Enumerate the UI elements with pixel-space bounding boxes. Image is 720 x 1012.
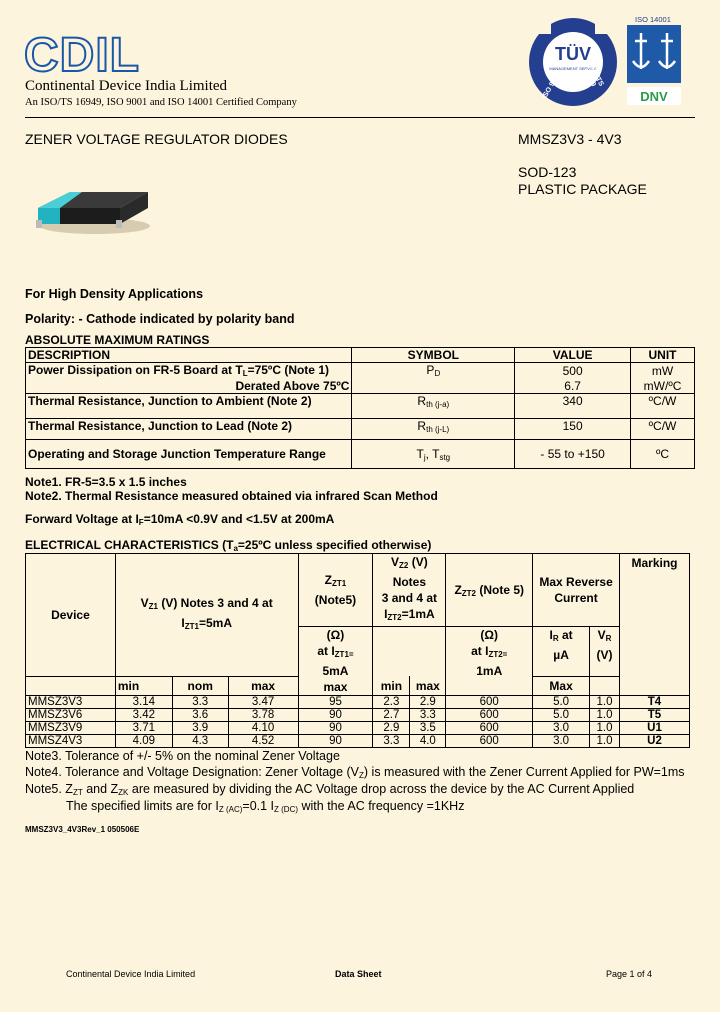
cell-zzt1-value: 90: [298, 735, 373, 748]
row-value: 150: [515, 419, 631, 440]
cell-ir-value: 5.0: [533, 709, 590, 722]
cell-ir-value: 3.0: [533, 722, 590, 735]
cell-vz2-max: 3.5: [410, 722, 446, 735]
tuv-sub-label: MANAGEMENT SERVICE: [549, 66, 597, 71]
cell-marking: U1: [620, 722, 690, 735]
row-symbol: $R_{th (j-a)}$: [352, 394, 515, 419]
forward-voltage: Forward Voltage at $I_F=10mA <0.9V$ and <1.5V at 200mA: [25, 512, 335, 527]
table-row: [26, 696, 690, 709]
abs-max-header-row: [26, 348, 695, 363]
table-row: [26, 419, 695, 440]
note-1: Note1. FR-5=3.5 x 1.5 inches: [25, 475, 187, 489]
vr-unit: $V_R$ (V): [590, 627, 620, 677]
application-statement: For High Density Applications: [25, 287, 204, 301]
vz2-min: min: [373, 676, 410, 695]
table-row: [26, 440, 695, 469]
cell-vz1-nom: 3.3: [172, 696, 228, 709]
cell-zzt2-value: 600: [446, 709, 533, 722]
row-symbol: $R_{th (j-L)}$: [352, 419, 515, 440]
cell-vz2-min: 2.9: [373, 722, 410, 735]
tuv-certification-badge: [527, 16, 619, 108]
table-row: [26, 722, 690, 735]
cell-vr-value: 1.0: [590, 722, 620, 735]
zzt2-unit: (Ω) at $I_{ZT2=}$ 1mA: [446, 627, 533, 696]
table-row: [26, 394, 695, 419]
cell-ir-value: 5.0: [533, 696, 590, 709]
row-description: Operating and Storage Junction Temperature Range: [26, 440, 352, 469]
row-unit: ºC: [631, 440, 695, 469]
cell-vz1-min: 3.42: [115, 709, 172, 722]
dnv-certification-badge: [627, 15, 681, 105]
vz2-max: max: [410, 676, 446, 695]
document-title: ZENER VOLTAGE REGULATOR DIODES: [25, 131, 288, 147]
col-zzt2: $Z_{ZT2}$ (Note 5): [446, 554, 533, 627]
cell-zzt1-value: 90: [298, 722, 373, 735]
cell-vz2-max: 2.9: [410, 696, 446, 709]
vz1-min: min: [115, 676, 172, 695]
col-vz1: $V_{Z1}$ (V) Notes 3 and 4 at $I_{ZT1}=5mA$: [115, 554, 298, 677]
row-value: 500: [515, 363, 631, 379]
polarity-statement: Polarity: - Cathode indicated by polarity band: [25, 312, 295, 326]
row-value: - 55 to +150: [515, 440, 631, 469]
table-row: [26, 363, 695, 379]
col-reverse-current: Max Reverse Current: [533, 554, 620, 627]
col-description: DESCRIPTION: [26, 348, 352, 363]
cell-vz1-max: 3.78: [228, 709, 298, 722]
note-2: Note2. Thermal Resistance measured obtained via infrared Scan Method: [25, 489, 438, 503]
vz1-max: max: [228, 676, 298, 695]
row-unit: mW: [631, 363, 695, 379]
cell-vz1-nom: 3.6: [172, 709, 228, 722]
package-type: SOD-123: [518, 164, 577, 180]
note-5: Note5. $Z_{ZT}$ and $Z_{ZK}$ are measured by dividing the AC Voltage drop across the device by the AC Current Applied: [25, 782, 635, 797]
sod123-package-image: [30, 178, 155, 240]
cell-vr-value: 1.0: [590, 709, 620, 722]
tuv-label: TÜV: [555, 44, 591, 64]
table-row: [26, 735, 690, 748]
electrical-header-row: [26, 554, 690, 627]
col-marking: Marking: [620, 554, 690, 696]
zzt1-unit: (Ω) at $I_{ZT1=}$ 5mA max: [298, 627, 373, 696]
electrical-title: ELECTRICAL CHARACTERISTICS ($T_a=25ºC$ unless specified otherwise): [25, 538, 432, 553]
col-zzt1: $Z_{ZT1}$ (Note5): [298, 554, 373, 627]
ir-unit: $I_R$ at µA: [533, 627, 590, 677]
row-description: Thermal Resistance, Junction to Lead (Note 2): [26, 419, 352, 440]
cell-zzt2-value: 600: [446, 722, 533, 735]
row-unit: ºC/W: [631, 394, 695, 419]
electrical-rows: [26, 696, 690, 748]
cell-vr-value: 1.0: [590, 696, 620, 709]
row-description: Power Dissipation on FR-5 Board at $T_L=75ºC$ (Note 1): [26, 363, 352, 379]
note-3: Note3. Tolerance of +/- 5% on the nominal Zener Voltage: [25, 749, 340, 763]
cell-vz2-min: 3.3: [373, 735, 410, 748]
vr-sub-blank: [590, 676, 620, 695]
cell-zzt2-value: 600: [446, 735, 533, 748]
abs-max-table: [25, 347, 695, 469]
col-value: VALUE: [515, 348, 631, 363]
cell-vz1-nom: 3.9: [172, 722, 228, 735]
iso9001-label: ISO 9001: [541, 70, 563, 101]
vz2-unit-blank: [373, 627, 446, 677]
cell-vz1-min: 4.09: [115, 735, 172, 748]
cell-ir-value: 3.0: [533, 735, 590, 748]
cell-device: MMSZ3V9: [26, 722, 116, 735]
col-unit: UNIT: [631, 348, 695, 363]
header-divider: [25, 117, 695, 118]
row-symbol: $T_j$, $T_{stg}$: [352, 440, 515, 469]
company-logo: CDIL: [24, 29, 140, 82]
ir-max: Max: [533, 676, 590, 695]
cell-device: MMSZ4V3: [26, 735, 116, 748]
row-symbol: $P_D$: [352, 363, 515, 394]
dnv-label: DNV: [640, 89, 668, 104]
cell-vr-value: 1.0: [590, 735, 620, 748]
cell-vz1-max: 4.52: [228, 735, 298, 748]
cell-device: MMSZ3V3: [26, 696, 116, 709]
row-value: 340: [515, 394, 631, 419]
note-5-continued: The specified limits are for $I_{Z (AC)}=0.1$ $I_{Z (DC)}$ with the AC frequency =1KHz: [66, 799, 465, 814]
cell-vz2-max: 3.3: [410, 709, 446, 722]
electrical-table: [25, 553, 690, 748]
row-unit: mW/ºC: [631, 378, 695, 394]
col-symbol: SYMBOL: [352, 348, 515, 363]
row-description: Thermal Resistance, Junction to Ambient (Note 2): [26, 394, 352, 419]
table-row: [26, 709, 690, 722]
iso14001-label: ISO 14001: [635, 15, 671, 24]
footer-page-number: Page 1 of 4: [606, 969, 653, 979]
cell-vz2-max: 4.0: [410, 735, 446, 748]
package-material: PLASTIC PACKAGE: [518, 181, 647, 197]
row-unit: ºC/W: [631, 419, 695, 440]
col-vz2: $V_{Z2}$ (V) Notes 3 and 4 at $I_{ZT2}=1mA$: [373, 554, 446, 627]
note-4: Note4. Tolerance and Voltage Designation: Zener Voltage $(V_Z)$ is measured with the Zener Current Applied for PW=1ms: [25, 765, 685, 780]
cell-vz1-min: 3.71: [115, 722, 172, 735]
isots-label: ISO/TS 16949: [580, 64, 605, 89]
document-reference: MMSZ3V3_4V3Rev_1 050506E: [25, 825, 140, 834]
cell-zzt2-value: 600: [446, 696, 533, 709]
cell-vz2-min: 2.7: [373, 709, 410, 722]
cell-marking: T5: [620, 709, 690, 722]
cell-zzt1-value: 95: [298, 696, 373, 709]
cell-marking: T4: [620, 696, 690, 709]
company-name: Continental Device India Limited: [25, 78, 228, 94]
cell-vz1-min: 3.14: [115, 696, 172, 709]
cell-vz2-min: 2.3: [373, 696, 410, 709]
footer-company: Continental Device India Limited: [66, 969, 196, 979]
footer-doc-type: Data Sheet: [335, 969, 382, 979]
cell-vz1-nom: 4.3: [172, 735, 228, 748]
abs-max-title: ABSOLUTE MAXIMUM RATINGS: [25, 333, 210, 347]
cell-vz1-max: 3.47: [228, 696, 298, 709]
cell-marking: U2: [620, 735, 690, 748]
col-device: Device: [26, 554, 116, 677]
row-value: 6.7: [515, 378, 631, 394]
cell-vz1-max: 4.10: [228, 722, 298, 735]
cell-device: MMSZ3V6: [26, 709, 116, 722]
company-certification: An ISO/TS 16949, ISO 9001 and ISO 14001 Certified Company: [25, 97, 297, 108]
cell-zzt1-value: 90: [298, 709, 373, 722]
device-sub-blank: [26, 676, 116, 695]
row-description: Derated Above 75ºC: [26, 378, 352, 394]
vz1-nom: nom: [172, 676, 228, 695]
part-range: MMSZ3V3 - 4V3: [518, 131, 622, 147]
